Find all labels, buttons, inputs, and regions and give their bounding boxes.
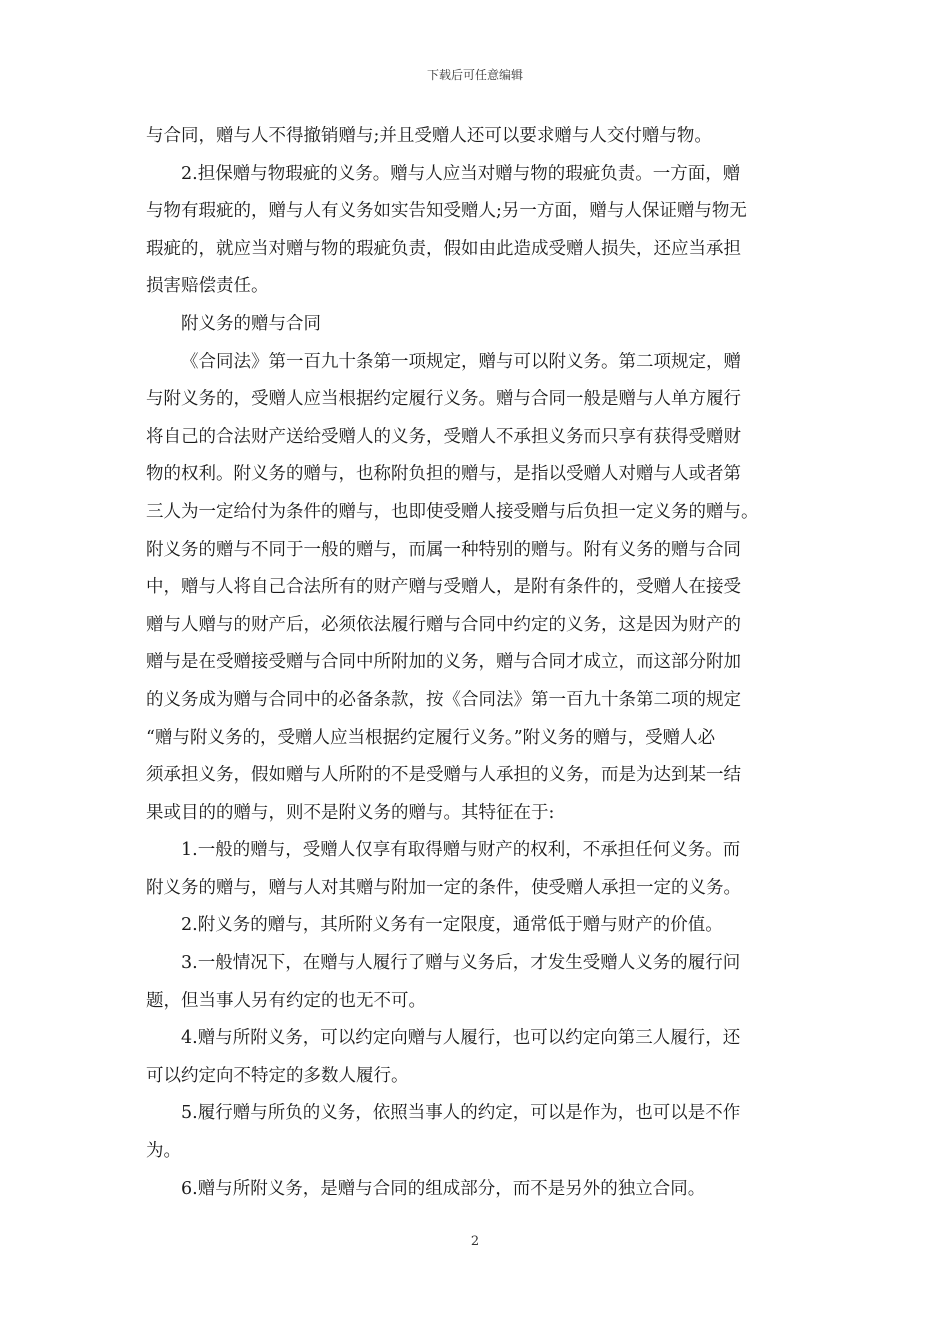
list-item-line: 题，但当事人另有约定的也无不可。 xyxy=(146,990,426,1011)
list-item-line: 1.一般的赠与，受赠人仅享有取得赠与财产的权利，不承担任何义务。而 xyxy=(181,840,741,861)
body-line: 损害赔偿责任。 xyxy=(146,276,269,297)
body-line: “赠与附义务的，受赠人应当根据约定履行义务。”附义务的赠与，受赠人必 xyxy=(146,727,716,748)
document-body xyxy=(146,118,818,1208)
list-item-line: 2.附义务的赠与，其所附义务有一定限度，通常低于赠与财产的价值。 xyxy=(181,915,723,936)
body-line: 的义务成为赠与合同中的必备条款，按《合同法》第一百九十条第二项的规定 xyxy=(146,689,741,710)
list-item-line: 3.一般情况下，在赠与人履行了赠与义务后，才发生受赠人义务的履行问 xyxy=(181,953,741,974)
body-line: 与合同，赠与人不得撤销赠与;并且受赠人还可以要求赠与人交付赠与物。 xyxy=(146,126,712,146)
body-line: 中，赠与人将自己合法所有的财产赠与受赠人，是附有条件的，受赠人在接受 xyxy=(146,577,741,598)
list-item-line: 附义务的赠与，赠与人对其赠与附加一定的条件，使受赠人承担一定的义务。 xyxy=(146,877,741,898)
page-number: 2 xyxy=(470,1234,480,1249)
list-item-line: 6.赠与所附义务，是赠与合同的组成部分，而不是另外的独立合同。 xyxy=(181,1178,706,1199)
list-item-line: 4.赠与所附义务，可以约定向赠与人履行，也可以约定向第三人履行，还 xyxy=(181,1028,741,1049)
body-line: 果或目的的赠与，则不是附义务的赠与。其特征在于: xyxy=(146,802,555,823)
body-line: 赠与人赠与的财产后，必须依法履行赠与合同中约定的义务，这是因为财产的 xyxy=(146,614,741,635)
body-line: 与物有瑕疵的，赠与人有义务如实告知受赠人;另一方面，赠与人保证赠与物无 xyxy=(146,201,747,222)
body-line: 将自己的合法财产送给受赠人的义务，受赠人不承担义务而只享有获得受赠财 xyxy=(146,426,741,447)
body-line: 三人为一定给付为条件的赠与，也即使受赠人接受赠与后负担一定义务的赠与。 xyxy=(146,501,759,522)
section-heading: 附义务的赠与合同 xyxy=(181,313,321,334)
body-line: 附义务的赠与不同于一般的赠与，而属一种特别的赠与。附有义务的赠与合同 xyxy=(146,539,741,560)
body-line: 《合同法》第一百九十条第一项规定，赠与可以附义务。第二项规定，赠 xyxy=(181,351,741,372)
body-line: 与附义务的，受赠人应当根据约定履行义务。赠与合同一般是赠与人单方履行 xyxy=(146,389,741,410)
body-line: 物的权利。附义务的赠与，也称附负担的赠与，是指以受赠人对赠与人或者第 xyxy=(146,464,741,485)
body-line: 赠与是在受赠接受赠与合同中所附加的义务，赠与合同才成立，而这部分附加 xyxy=(146,652,741,673)
page-header: 下载后可任意编辑 xyxy=(426,68,523,82)
body-line: 瑕疵的，就应当对赠与物的瑕疵负责，假如由此造成受赠人损失，还应当承担 xyxy=(146,238,741,259)
body-line: 须承担义务，假如赠与人所附的不是受赠与人承担的义务，而是为达到某一结 xyxy=(146,765,741,786)
list-item-line: 为。 xyxy=(146,1141,181,1162)
list-item-line: 可以约定向不特定的多数人履行。 xyxy=(146,1065,409,1086)
list-item-line: 5.履行赠与所负的义务，依照当事人的约定，可以是作为，也可以是不作 xyxy=(181,1103,741,1124)
body-line: 2.担保赠与物瑕疵的义务。赠与人应当对赠与物的瑕疵负责。一方面，赠 xyxy=(181,163,741,184)
